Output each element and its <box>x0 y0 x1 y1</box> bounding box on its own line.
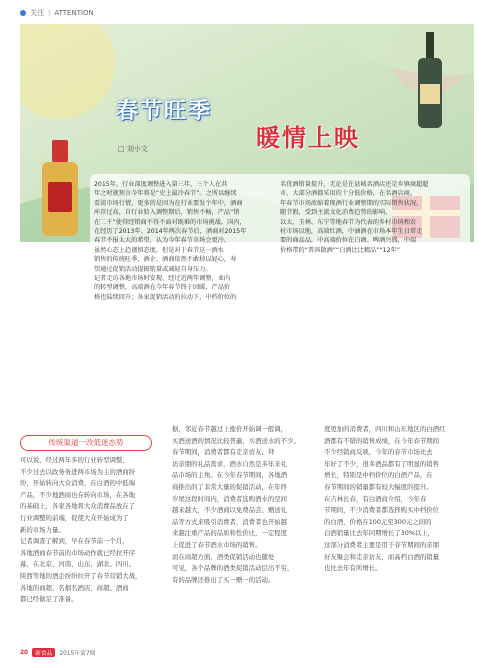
intro-column-right: 名优酒销量提升，无论是在县城名酒店还是乡镇商超超 市，大部分酒都采用的十分低价格，在名酒店商。 年春节市场浓缩着现酒行业调整期的实际销售状况。 随节假，受到主流文化消费趋势的影响。 以太、玉林、东宁等地春节为代表的乡村市场和农 村市场以地，高端红酒，中涵酒在市场本年生日常走 要的商品品，中高端价位在白酒、啤酒兴盛，中端 价格带的“普洱散酒”“白酒比比精品”“12年” <box>280 181 429 254</box>
intro-column-left: 2015年，行业深度调整进入第三年，三个人在共 年之时就预言今年将是“史上最冷春节”。之所以继续 看淡市场行情，更多的是因为在行业要发个年中，酒商 库存过高，自行业转入调整期后，销售不畅，产品“销 在二千”使得经销商不得不面对既难的市场挑战。国内， 在经历了2013年、2014年两次春节后，酒商对2015年 春节不报太大的希望，认为今年春节市场会更冷。 虽然心态上趋谨慎态度，但是对于春节这一酒水 销售的传统旺季，酒企、酒商依然不敢掉以轻心，寿 望通过促销活动提振销量或减轻自身压力。 记者走访各地市场时发现，经过近两年调整，业内 的转型调整，高端酒在今年春节终于回暖，产品价 格也陆续回升；各家促销活动的拉动下，中档价位的 <box>94 181 247 301</box>
headline-part-2: 暖情上映 <box>256 124 360 152</box>
body-column-2: 据，邻近春节越过上涨价开始调一般调， 买酒送酒的情况比较普遍，买酒送水的不少。 春节期间，消费者都有走亲访友、拜 访亲朋的礼品需求，酒水自然是多年来礼 品市场的主角。在今年春节期间，各地酒 商推出的了非常大量的促销活动，在年终 岁尾这段时间内，消费者选购酒水的空间 越来越大，不少酒商以免费品尝、赠送礼 品等方式来吸引消费者，消费者也开始越 来越注重产品的品质和性价比，一定程度 上促进了春节酒水市场的销售。 而在商超方面，酒类促销活动也随处 可见，各个品牌的酒类促销活动层出不穷， 有的品牌还推出了买一赠一的活动。 <box>172 425 300 584</box>
body-column-1: 可以说，经过两年多的行业转型调整， 不少过去以政务务进两市场为主的酒商纷 纷，开始转向大众消费，在白酒的中低端 产品，不少地酒商也在转向市场，在各地 的基础上，各家各地将大众消费品放在了 行业调整的前端，促使大众开始成为了 新的市场力量。 记者调查了解到，早在春节前一个月， 各地酒商春节前的市场动作就已经拉开序 幕，在北京、河南、山东、湖北、四川、 陕西等地的酒企纷纷拉开了春节营销大战， 各地的商超、名烟名酒店、商超、酒商 都已经做足了准备。 <box>20 456 142 604</box>
author-byline: □ 刘小文 <box>118 145 148 153</box>
body-column-3: 度更加的消费者，四川和山东地区的白酒红 酒都有不错的销售成绩，在今年春节期间 不少经销商反映，今年的春节市场比去 年好了不少，很多酒品都有了明显的销售 增长，特别是中档价位的白酒产品，在 春节期间的销量都有较大幅度的提升。 在吉林长春，有白酒商介绍，今年春 节期间，不少消费者都选择购买中档价位 的白酒，价格在100元至300元之间的 白酒销量比去年同期增长了30%以上， 这部分消费者主要是用于春节期间的亲朋 好友聚会和走亲访友，而高档白酒的销量 也比去年有所增长。 <box>324 425 446 573</box>
wine-bottle-icon <box>400 32 460 128</box>
section-header <box>20 6 480 20</box>
header-divider: | <box>48 9 51 17</box>
issue-label: 2015年第7期 <box>59 651 96 657</box>
bottle-icon <box>32 134 88 238</box>
section-heading: 传统渠道一改低迷态势 <box>20 435 152 451</box>
section-label: 关注 <box>30 9 44 17</box>
headline-part-1: 春节旺季 <box>116 99 213 124</box>
page-number: 20 <box>20 649 29 656</box>
bullet-icon <box>20 10 26 16</box>
section-english-label: ATTENTION <box>54 9 94 17</box>
page-footer <box>20 648 95 657</box>
magazine-brand: 新食品 <box>32 648 55 657</box>
